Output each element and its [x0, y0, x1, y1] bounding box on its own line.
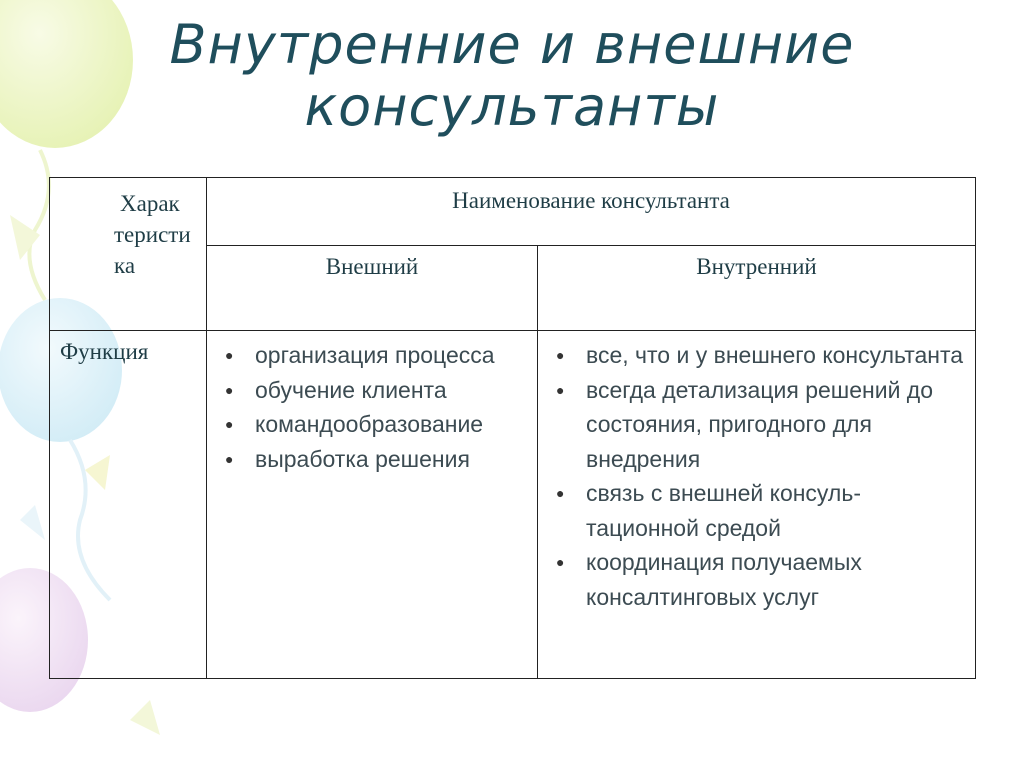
list-item: ● обучение клиента — [215, 373, 531, 408]
column-header-internal: Внутренний — [538, 246, 976, 331]
slide-title-line-2: консультанты — [304, 75, 720, 138]
characteristic-header-cell — [50, 178, 207, 331]
column-header-external: Внешний — [207, 246, 538, 331]
external-functions-cell — [207, 331, 538, 679]
bullet-icon: ● — [556, 485, 565, 501]
bullet-icon: ● — [556, 347, 565, 363]
external-functions-list — [215, 338, 531, 476]
slide-title-line-1: Внутренние и внешние — [169, 13, 855, 76]
characteristic-header-line-3: ка — [114, 253, 136, 278]
consultants-table — [49, 177, 976, 679]
list-item: ● выработка решения — [215, 442, 531, 477]
list-item: ● всегда детализация решений до состояния, пригодного для внедрения — [546, 373, 969, 477]
bullet-icon: ● — [225, 347, 234, 363]
bullet-icon: ● — [225, 416, 234, 432]
internal-functions-cell — [538, 331, 976, 679]
consultant-name-header: Наименование консультанта — [207, 178, 976, 246]
list-item: ● связь с внешней консуль-тационной средой — [546, 476, 969, 545]
list-item: ● координация получаемых консалтинговых услуг — [546, 545, 969, 614]
row-label-function: Функция — [50, 331, 207, 679]
internal-functions-list — [546, 338, 969, 614]
bullet-icon: ● — [225, 381, 234, 398]
list-item: ● командообразование — [215, 407, 531, 442]
list-item: ● организация процесса — [215, 338, 531, 373]
bullet-icon: ● — [556, 381, 565, 398]
characteristic-header-line-1: Харак — [120, 191, 180, 216]
characteristic-header-line-2: теристи — [114, 222, 191, 247]
bullet-icon: ● — [225, 450, 234, 467]
list-item: ● все, что и у внешнего консультанта — [546, 338, 969, 373]
slide-title — [0, 14, 1024, 138]
bullet-icon: ● — [556, 554, 565, 570]
